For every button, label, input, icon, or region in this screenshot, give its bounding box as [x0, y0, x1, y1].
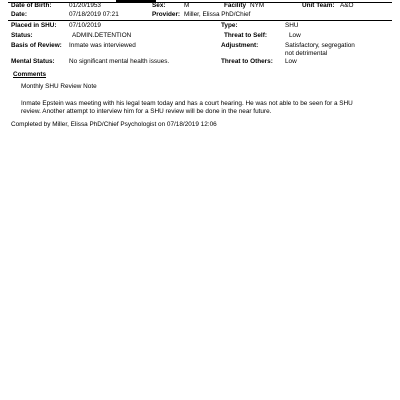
- status-label: Status:: [11, 32, 33, 39]
- threat-to-others-value: Low: [285, 58, 297, 65]
- sex-value: M: [184, 2, 190, 9]
- facility-value: NYM: [250, 2, 265, 9]
- provider-label: Provider:: [152, 11, 181, 18]
- comment-body-line-2: review. Another attempt to interview him for a SHU review will be done in the near future.: [21, 108, 272, 115]
- unit-team-value: A&O: [340, 2, 354, 9]
- type-label: Type:: [221, 22, 238, 29]
- facility-label: Facility: [224, 2, 247, 9]
- threat-to-self-label: Threat to Self:: [224, 32, 267, 39]
- type-value: SHU: [285, 22, 299, 29]
- mental-status-value: No significant mental health issues.: [69, 58, 170, 65]
- completed-by: Completed by Miller, Elissa PhD/Chief Psychologist on 07/18/2019 12:06: [11, 121, 217, 128]
- dob-value: 01/20/1953: [69, 2, 101, 9]
- adjustment-label: Adjustment:: [221, 42, 259, 49]
- header-divider: [8, 20, 392, 21]
- threat-to-self-value: Low: [289, 32, 301, 39]
- provider-value: Miller, Elissa PhD/Chief: [184, 11, 251, 18]
- comment-body-line-1: Inmate Epstein was meeting with his legal team today and has a court hearing. He was not able to be seen for a SHU: [21, 100, 353, 107]
- placed-in-shu-label: Placed in SHU:: [11, 22, 57, 29]
- adjustment-value-line-2: not detrimental: [285, 50, 328, 57]
- basis-of-review-label: Basis of Review:: [11, 42, 62, 49]
- mental-status-label: Mental Status:: [11, 58, 55, 65]
- status-value: ADMIN.DETENTION: [72, 32, 132, 39]
- dob-label: Date of Birth:: [11, 2, 52, 9]
- date-label: Date:: [11, 11, 27, 18]
- unit-team-label: Unit Team:: [302, 2, 335, 9]
- sex-label: Sex:: [152, 2, 166, 9]
- placed-in-shu-value: 07/10/2019: [69, 22, 101, 29]
- note-title: Monthly SHU Review Note: [21, 83, 97, 90]
- adjustment-value-line-1: Satisfactory, segregation: [285, 42, 355, 49]
- comments-heading: Comments: [13, 71, 47, 78]
- threat-to-others-label: Threat to Others:: [221, 58, 273, 65]
- basis-of-review-value: Inmate was interviewed: [69, 42, 136, 49]
- date-value: 07/18/2019 07:21: [69, 11, 119, 18]
